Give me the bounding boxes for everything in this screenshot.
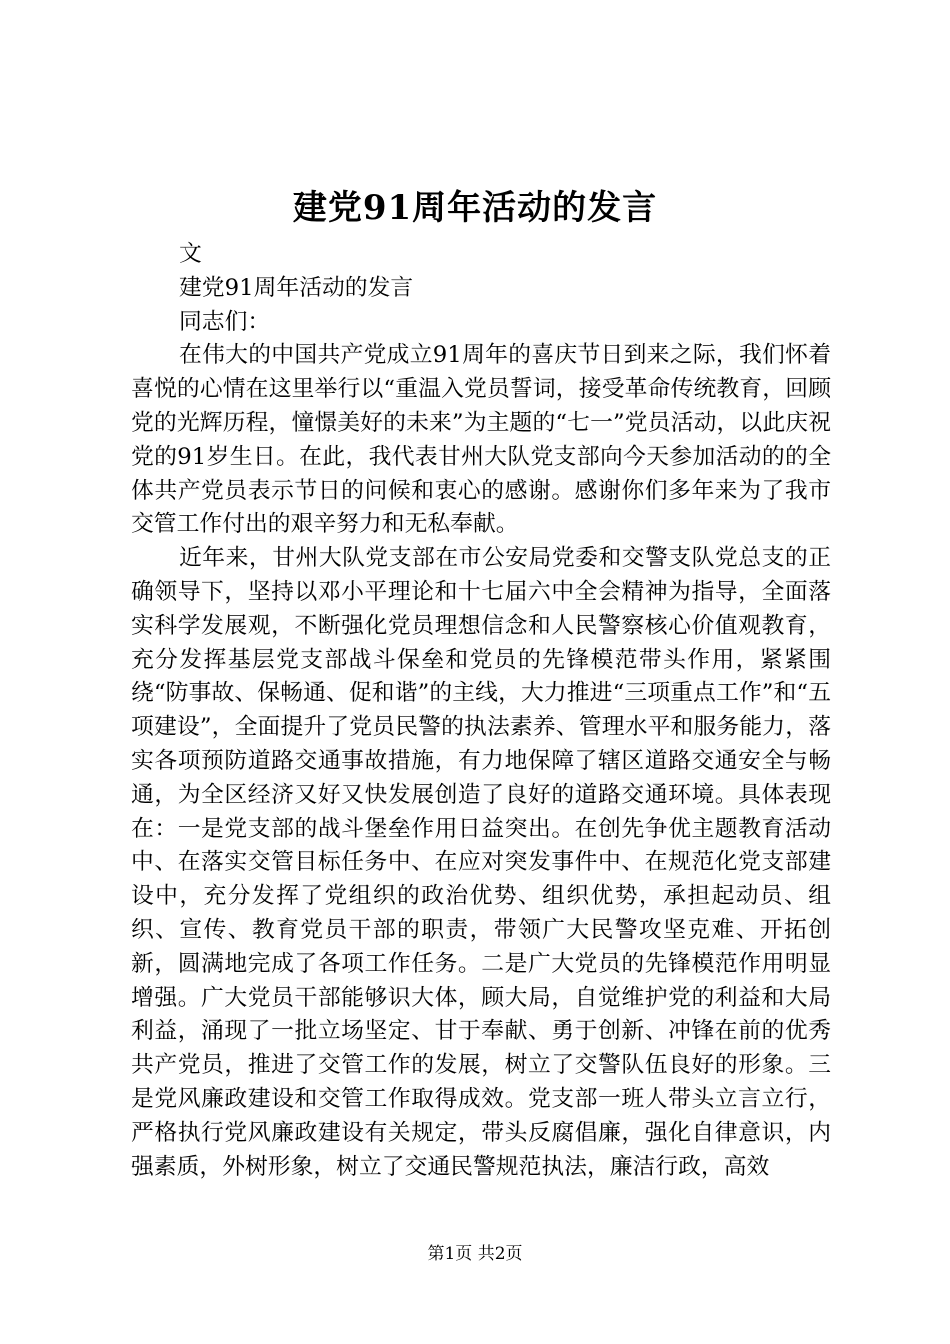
document-body: [131, 238, 831, 1184]
page-footer: 第1页 共2页: [427, 1244, 523, 1264]
document-subtitle: 建党91周年活动的发言: [179, 274, 414, 301]
document-title: 建党91周年活动的发言: [292, 188, 658, 228]
paragraph-1: 在伟大的中国共产党成立91周年的喜庆节日到来之际，我们怀着喜悦的心情在这里举行以“重温入党员誓词，接受革命传统教育，回顾党的光辉历程，憧憬美好的未来”为主题的“七一”党员活动，以此庆祝党的91岁生日。在此，我代表甘州大队党支部向今天参加活动的的全体共产党员表示节日的问候和衷心的感谢。感谢你们多年来为了我市交管工作付出的艰辛努力和无私奉献。: [131, 342, 831, 538]
author-label: 文: [179, 241, 202, 267]
salutation: 同志们：: [179, 308, 271, 335]
paragraph-2: 近年来，甘州大队党支部在市公安局党委和交警支队党总支的正确领导下，坚持以邓小平理论和十七届六中全会精神为指导，全面落实科学发展观，不断强化党员理想信念和人民警察核心价值观教育，充分发挥基层党支部战斗保垒和党员的先锋模范带头作用，紧紧围绕“防事故、保畅通、促和谐”的主线，大力推进“三项重点工作”和“五项建设”，全面提升了党员民警的执法素养、管理水平和服务能力，落实各项预防道路交通事故措施，有力地保障了辖区道路交通安全与畅通，为全区经济又好又快发展创造了良好的道路交通环境。具体表现在：一是党支部的战斗堡垒作用日益突出。在创先争优主题教育活动中、在落实交管目标任务中、在应对突发事件中、在规范化党支部建设中，充分发挥了党组织的政治优势、组织优势，承担起动员、组织、宣传、教育党员干部的职责，带领广大民警攻坚克难、开拓创新，圆满地完成了各项工作任务。二是广大党员的先锋模范作用明显增强。广大党员干部能够识大体，顾大局，自觉维护党的利益和大局利益，涌现了一批立场坚定、甘于奉献、勇于创新、冲锋在前的优秀共产党员，推进了交管工作的发展，树立了交警队伍良好的形象。三是党风廉政建设和交管工作取得成效。党支部一班人带头立言立行，严格执行党风廉政建设有关规定，带头反腐倡廉，强化自律意识，内强素质，外树形象，树立了交通民警规范执法，廉洁行政，高效: [131, 545, 831, 1180]
